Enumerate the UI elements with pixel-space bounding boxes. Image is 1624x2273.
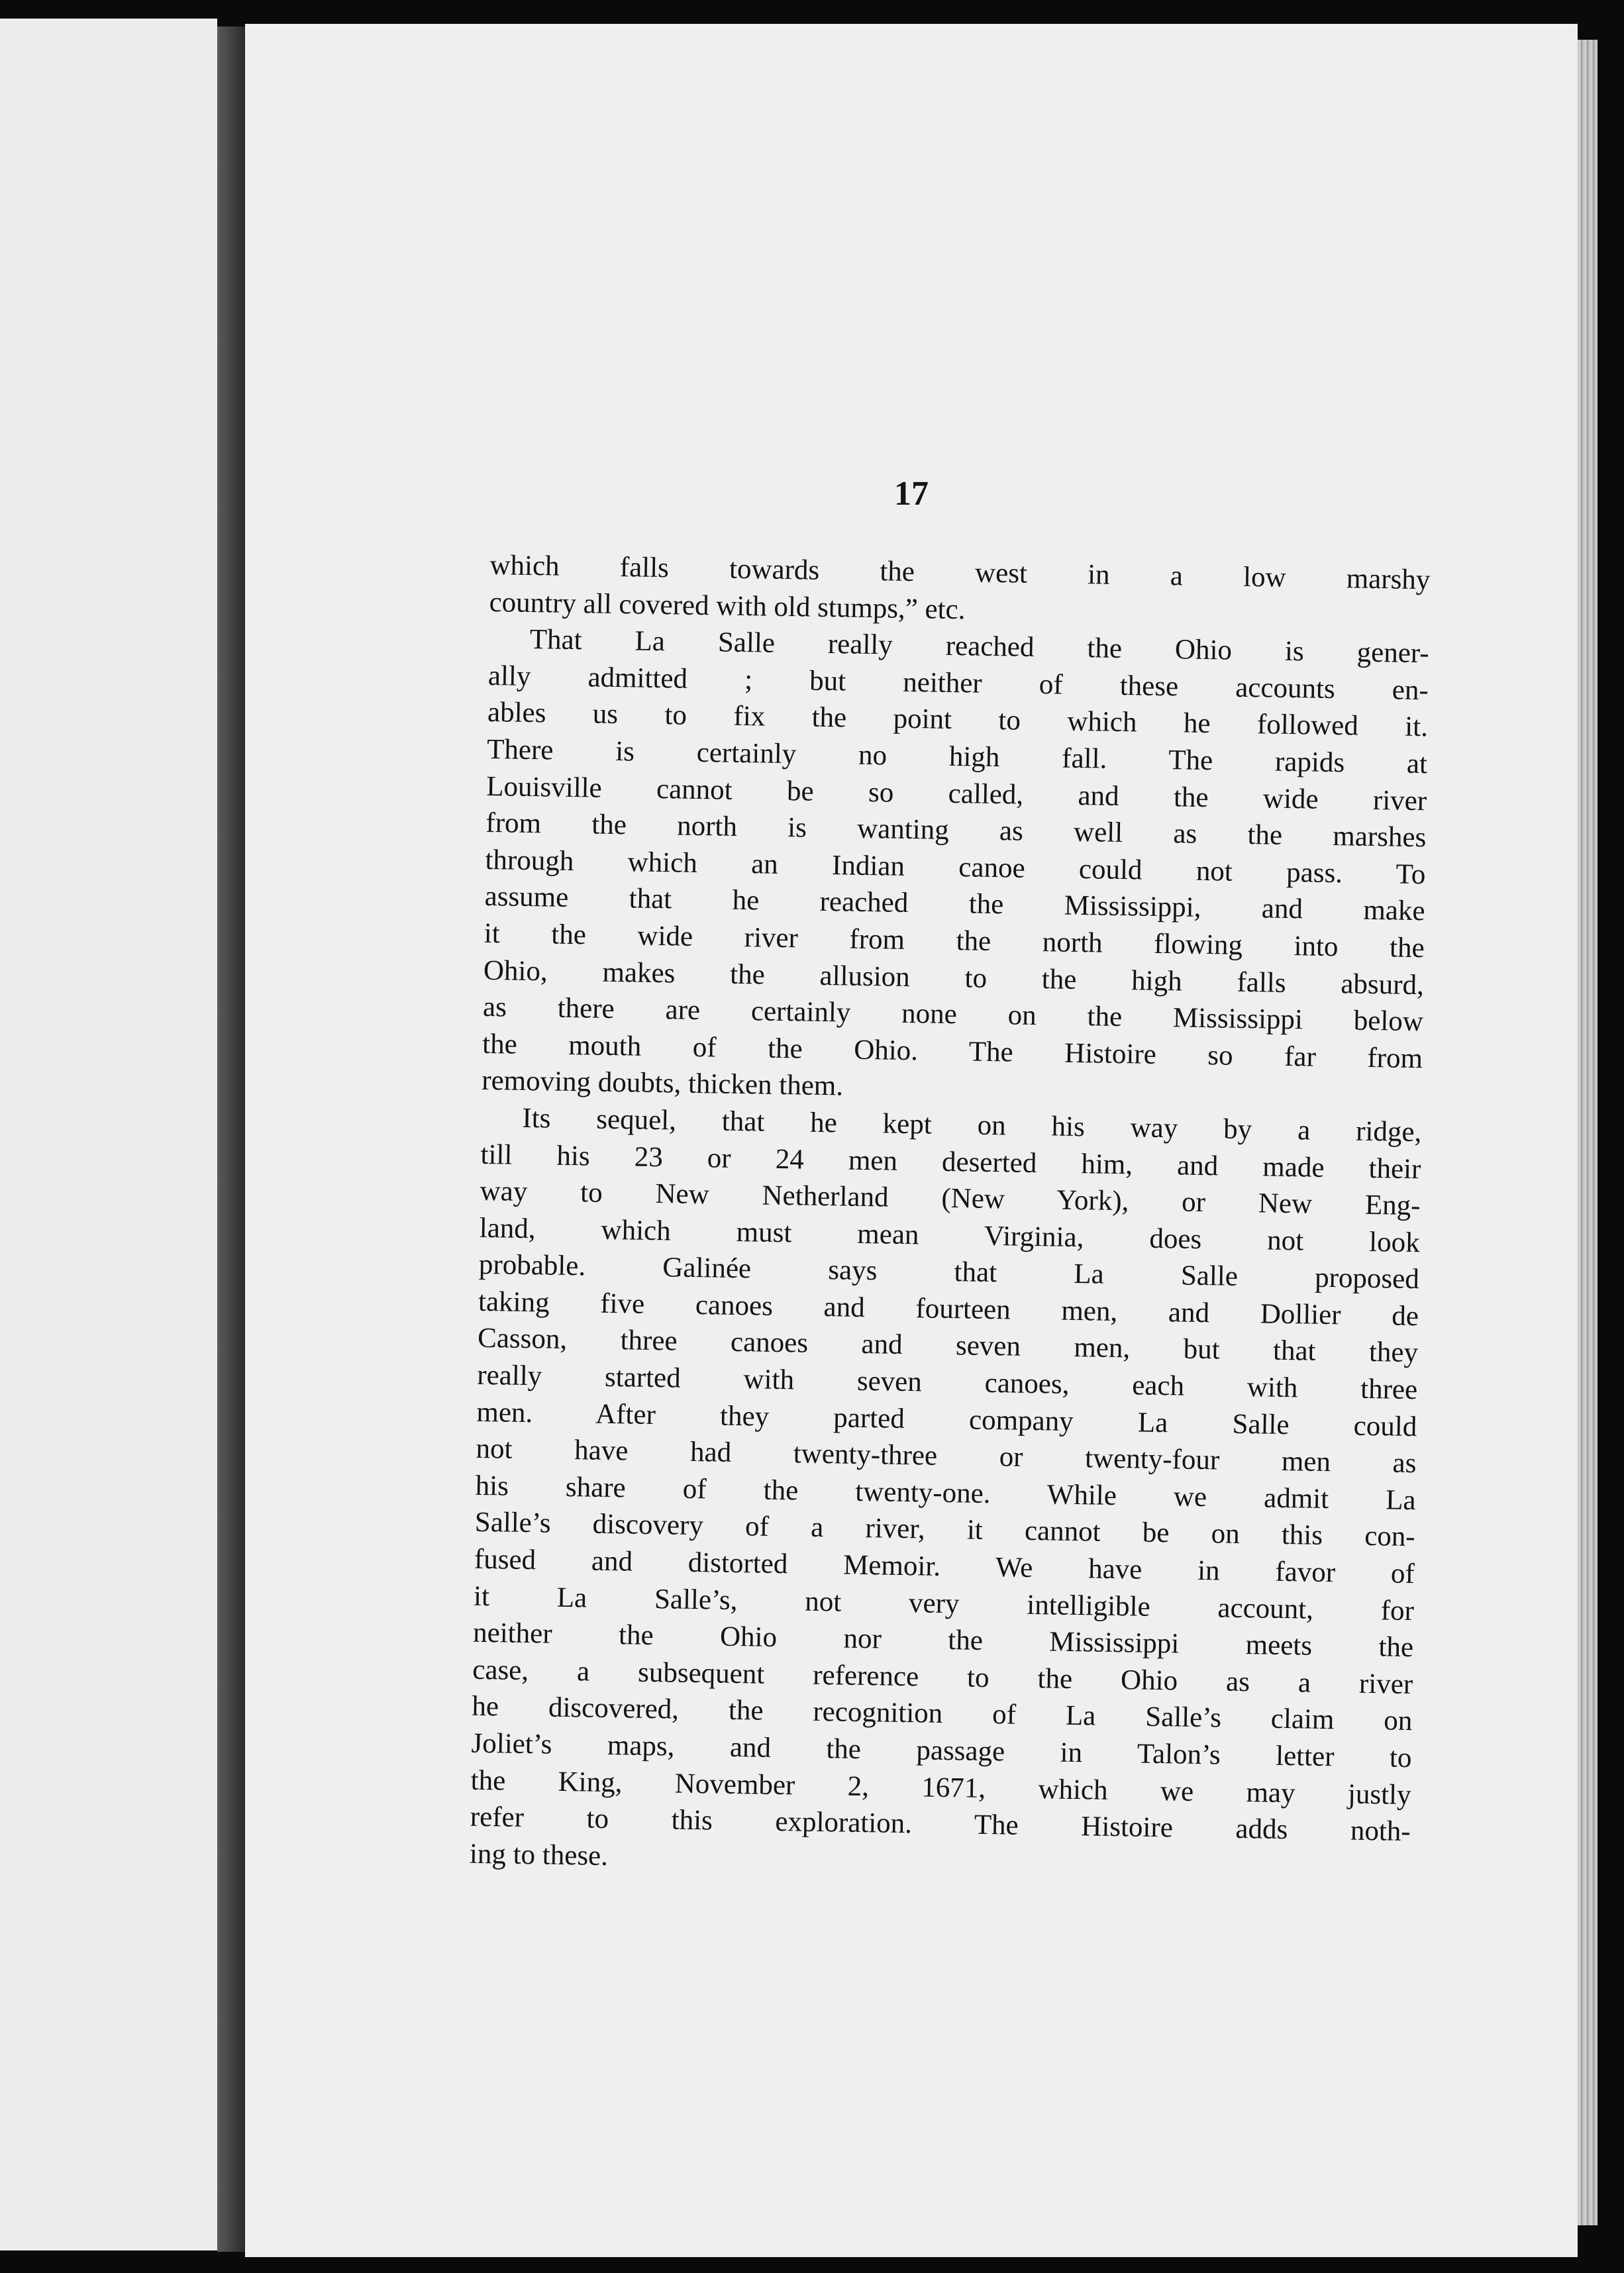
facing-page bbox=[0, 19, 217, 2250]
text-line: neither the Ohio nor the Mississippi meets the bbox=[472, 1617, 1414, 1664]
text-line: his share of the twenty-one. While we admit La bbox=[475, 1470, 1416, 1516]
text-line: really started with seven canoes, each with three bbox=[476, 1359, 1418, 1406]
text-line: not have had twenty-three or twenty-four men as bbox=[476, 1433, 1417, 1480]
text-line: There is certainly no high fall. The rapids at bbox=[486, 733, 1428, 780]
text-line: Salle’s discovery of a river, it cannot be on this con- bbox=[474, 1507, 1416, 1553]
text-line: assume that he reached the Mississippi, and make bbox=[484, 881, 1425, 927]
text-line: ally admitted ; but neither of these accounts en- bbox=[487, 660, 1429, 707]
text-line: probable. Galinée says that La Salle proposed bbox=[478, 1249, 1420, 1295]
text-line: That La Salle really reached the Ohio is gener- bbox=[529, 624, 1430, 670]
text-line: country all covered with old stumps,” etc. bbox=[489, 586, 966, 625]
text-line: the mouth of the Ohio. The Histoire so far from bbox=[482, 1028, 1423, 1074]
text-line: Louisville cannot be so called, and the wide river bbox=[485, 770, 1427, 817]
text-line: he discovered, the recognition of La Salle’s claim on bbox=[472, 1691, 1413, 1737]
body-text bbox=[470, 547, 1431, 1887]
text-line: removing doubts, thicken them. bbox=[481, 1065, 844, 1102]
text-line: men. After they parted company La Salle could bbox=[476, 1396, 1417, 1442]
text-line: which falls towards the west in a low marshy bbox=[489, 549, 1431, 596]
scan-border bbox=[1598, 0, 1624, 2273]
text-line: it the wide river from the north flowing into the bbox=[483, 917, 1425, 964]
text-line: as there are certainly none on the Mississippi below bbox=[482, 991, 1424, 1038]
page-number: 17 bbox=[894, 475, 929, 513]
text-line: ables us to fix the point to which he followed it. bbox=[487, 697, 1429, 743]
text-line: ing to these. bbox=[469, 1838, 609, 1872]
text-line: Joliet’s maps, and the passage in Talon’s letter to bbox=[471, 1727, 1412, 1774]
book-page bbox=[245, 24, 1578, 2257]
text-line: Casson, three canoes and seven men, but that they bbox=[477, 1323, 1419, 1369]
text-line: fused and distorted Memoir. We have in favor of bbox=[474, 1543, 1415, 1590]
text-line: refer to this exploration. The Histoire adds noth- bbox=[470, 1801, 1411, 1848]
text-line: Its sequel, that he kept on his way by a ridge, bbox=[522, 1102, 1422, 1148]
page-stack-edge bbox=[1578, 40, 1598, 2225]
text-line: Ohio, makes the allusion to the high falls absurd, bbox=[483, 954, 1425, 1001]
text-line: till his 23 or 24 men deserted him, and made their bbox=[480, 1138, 1421, 1185]
text-line: taking five canoes and fourteen men, and Dollier de bbox=[478, 1286, 1419, 1333]
book-spine bbox=[217, 26, 245, 2252]
text-line: land, which must mean Virginia, does not look bbox=[479, 1212, 1421, 1258]
text-line: through which an Indian canoe could not pass. To bbox=[485, 844, 1426, 890]
text-line: way to New Netherland (New York), or New Eng- bbox=[480, 1175, 1421, 1222]
text-line: the King, November 2, 1671, which we may justly bbox=[470, 1764, 1411, 1811]
text-line: from the north is wanting as well as the marshes bbox=[485, 807, 1427, 854]
text-line: it La Salle’s, not very intelligible account, for bbox=[473, 1580, 1415, 1627]
text-line: case, a subsequent reference to the Ohio as a river bbox=[472, 1654, 1413, 1700]
